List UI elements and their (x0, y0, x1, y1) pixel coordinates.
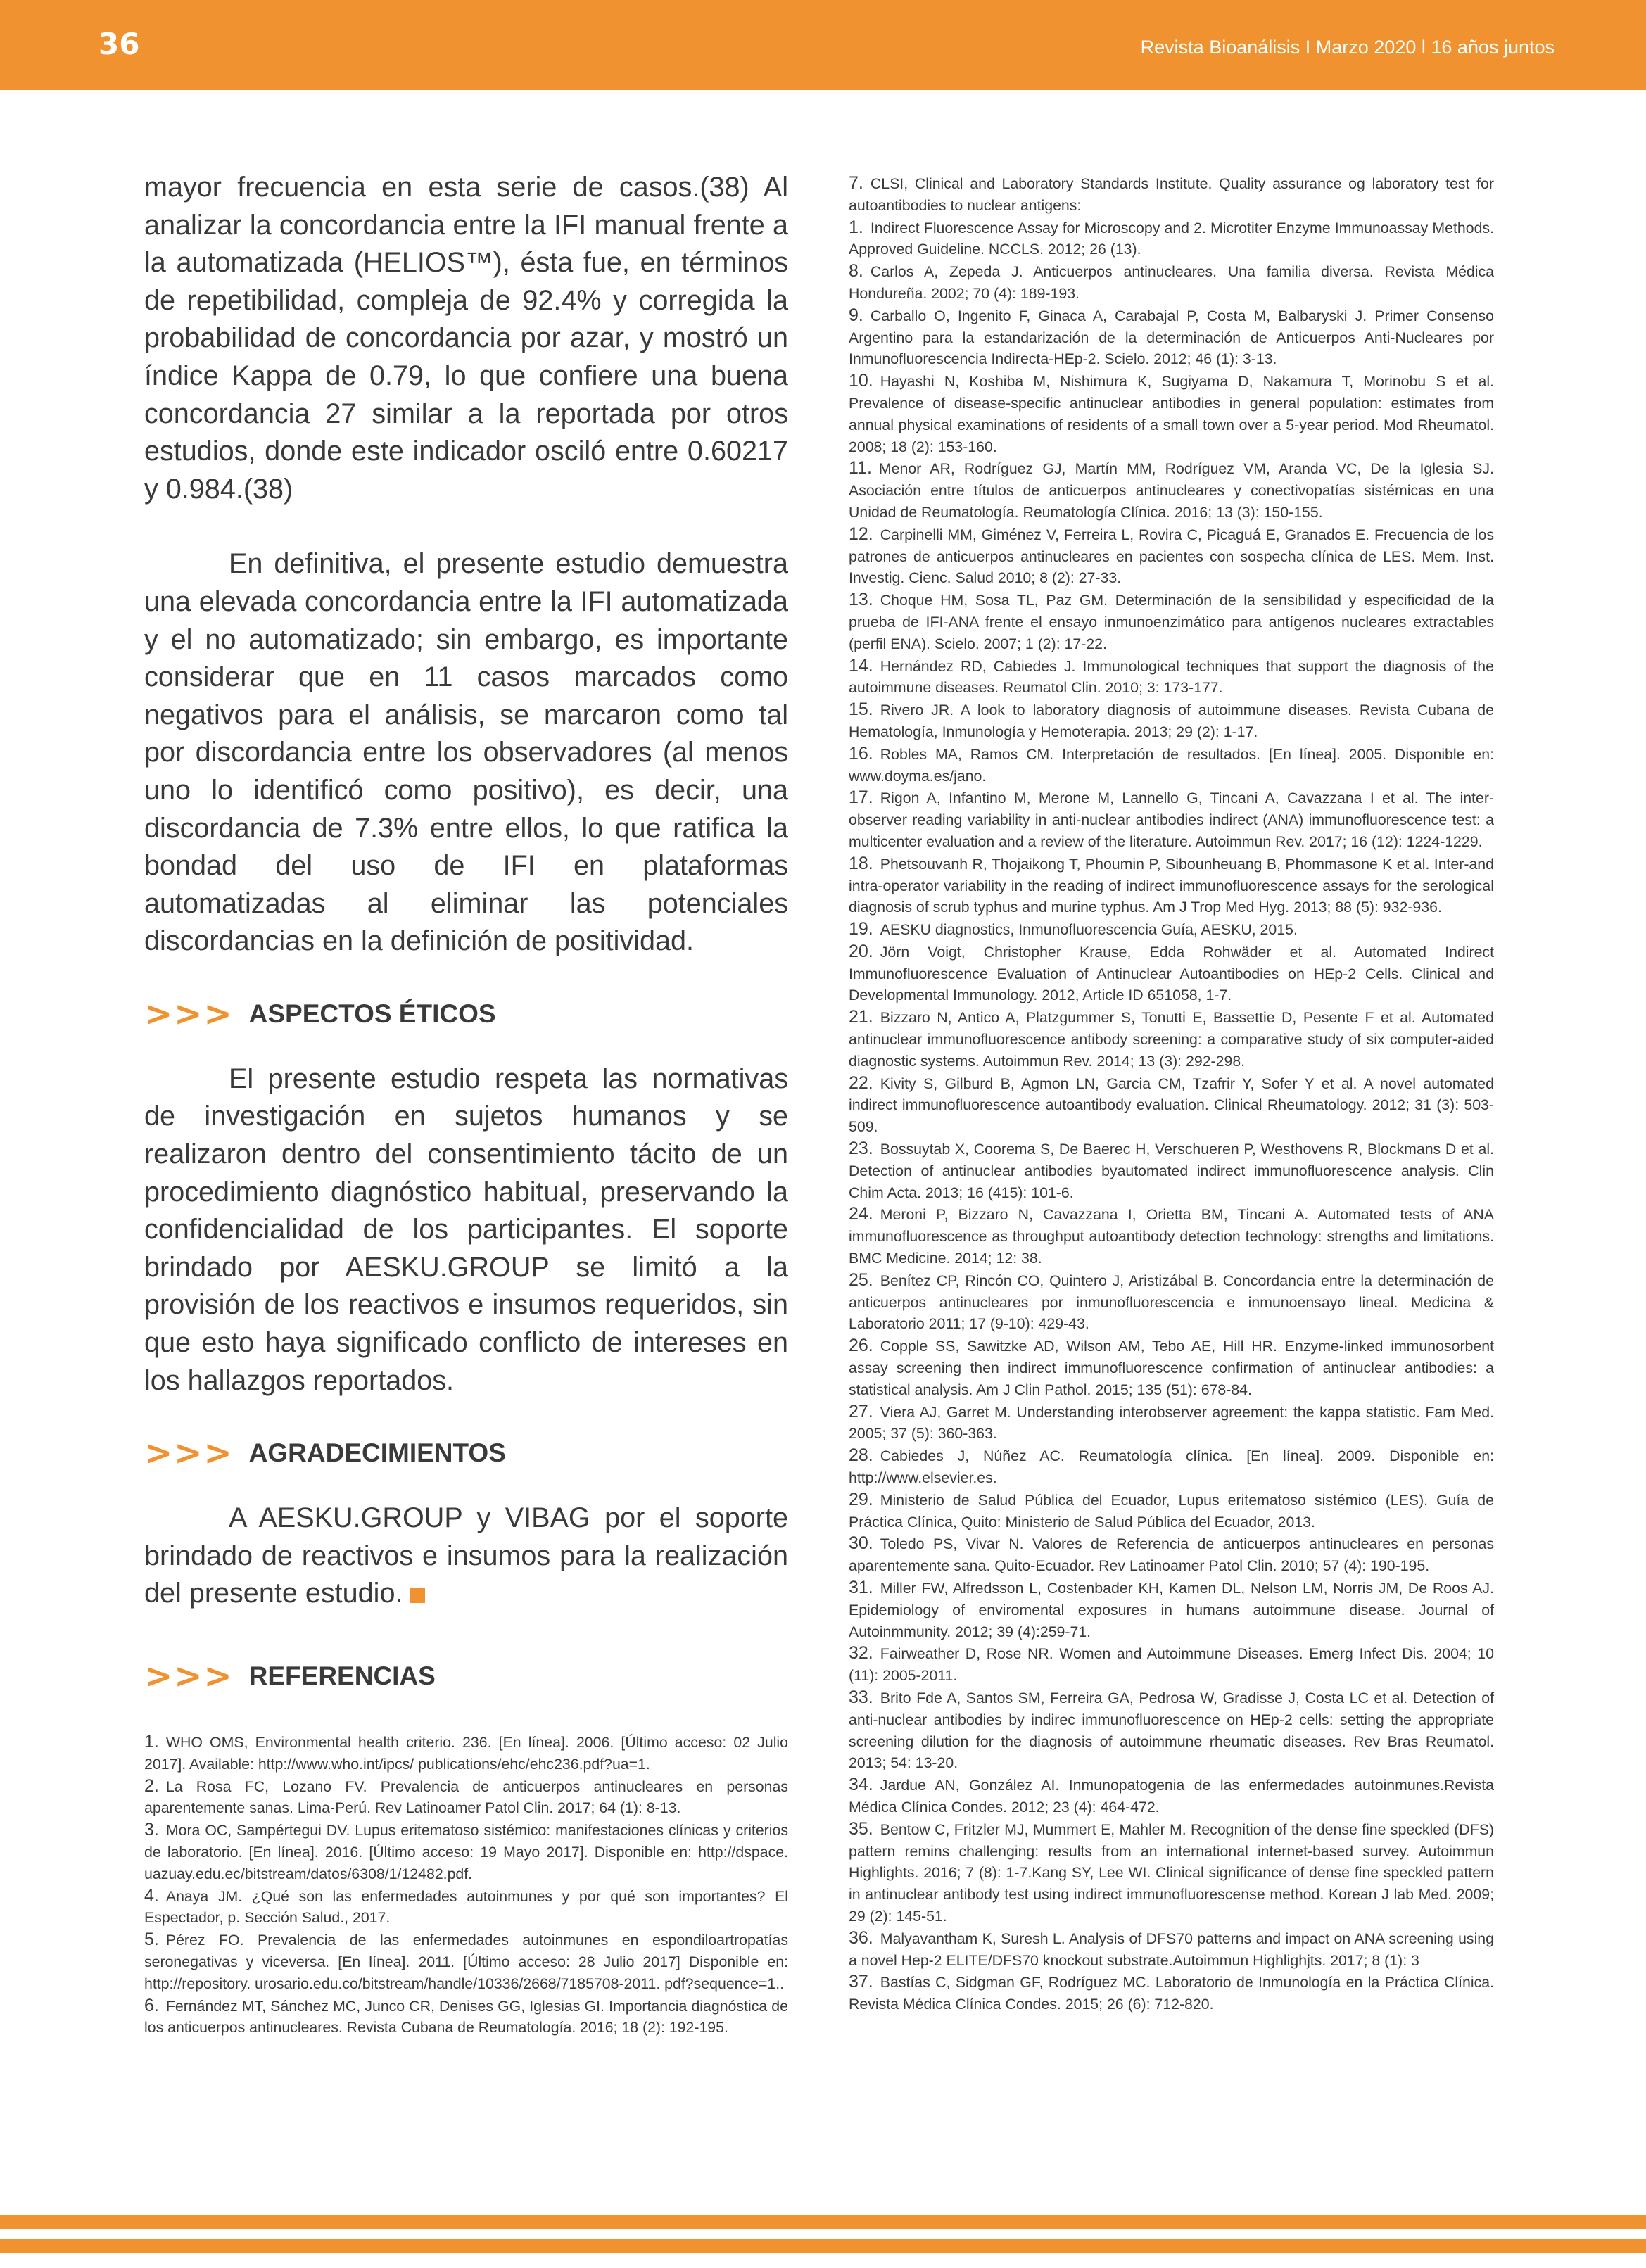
chevron-right-icon: >>> (144, 1656, 234, 1696)
reference-item (849, 1203, 1494, 1269)
reference-number: 18. (849, 853, 873, 873)
reference-item (849, 1577, 1494, 1642)
reference-text: Hernández RD, Cabiedes J. Immunological techniques that support the diagnosis of the autoimmune diseases. Reumatol Clin. 2010; 3: 173-177. (849, 657, 1494, 697)
reference-text: Meroni P, Bizzaro N, Cavazzana I, Orietta BM, Tincani A. Automated tests of ANA immunofluorescence as throughput autoantibody detection technology: strengths and limitations. BMC Medicine. 2014; 12: 38. (849, 1206, 1494, 1267)
reference-number: 6. (144, 1995, 159, 2015)
section-heading-ethics (144, 993, 788, 1035)
reference-text: WHO OMS, Environmental health criterio. 236. [En línea]. 2006. [Último acceso: 02 Julio 2017]. Available: http://www.who.int/ipcs/ publications/ehc/ehc236.pdf?ua=1. (144, 1734, 788, 1773)
reference-text: Ministerio de Salud Pública del Ecuador, Lupus eritematoso sistémico (LES). Guía de Práctica Clínica, Quito: Ministerio de Salud Pública del Ecuador, 2013. (849, 1491, 1494, 1531)
reference-text: Viera AJ, Garret M. Understanding interobserver agreement: the kappa statistic. Fam Med. 2005; 37 (5): 360-363. (849, 1403, 1494, 1443)
reference-number: 7. (849, 173, 863, 193)
reference-text: Robles MA, Ramos CM. Interpretación de resultados. [En línea]. 2005. Disponible en: www.doyma.es/jano. (849, 745, 1494, 785)
reference-item (849, 699, 1494, 743)
reference-text: Bastías C, Sidgman GF, Rodríguez MC. Laboratorio de Inmunología en la Práctica Clínica. Revista Médica Clínica Condes. 2015; 26 (6): 712-820. (849, 1974, 1494, 2013)
paragraph-kappa: mayor frecuencia en esta serie de casos.(38) Al analizar la concordancia entre la IFI manual frente a la automatizada (HELIOS™), ésta fue, en términos de repetibilidad, compleja de 92.4% y corregida la probabilidad de concordancia por azar, y mostró un índice Kappa de 0.79, lo que confiere una buena concordancia 27 similar a la reportada por otros estudios, donde este indicador osciló entre 0.60217 y 0.984.(38) (144, 172, 788, 505)
reference-item (849, 1335, 1494, 1400)
reference-number: 28. (849, 1445, 873, 1466)
reference-text: CLSI, Clinical and Laboratory Standards Institute. Quality assurance og laboratory test for autoantibodies to nuclear antigens: (849, 175, 1494, 214)
section-title-ethics: ASPECTOS ÉTICOS (248, 999, 496, 1028)
reference-item (849, 1642, 1494, 1687)
left-column (144, 169, 788, 2039)
reference-text: Carlos A, Zepeda J. Anticuerpos antinucleares. Una familia diversa. Revista Médica Hondureña. 2002; 70 (4): 189-193. (849, 263, 1494, 302)
reference-item (144, 1775, 788, 1820)
reference-item (849, 1138, 1494, 1203)
reference-item (849, 260, 1494, 305)
reference-number: 14. (849, 655, 873, 676)
reference-item (849, 1533, 1494, 1577)
right-column (849, 172, 1494, 2015)
reference-text: Carballo O, Ingenito F, Ginaca A, Carabajal P, Costa M, Balbaryski J. Primer Consenso Argentino para la estandarización de la determinación de Anticuerpos Anti-Nucleares por Inmunofluorescencia Indirecta-HEp-2. Scielo. 2012; 46 (1): 3-13. (849, 307, 1494, 368)
reference-text: Toledo PS, Vivar N. Valores de Referencia de anticuerpos antinucleares en personas aparentemente sana. Quito-Ecuador. Rev Latinoamer Patol Clin. 2010; 57 (4): 190-195. (849, 1535, 1494, 1575)
reference-item (849, 1445, 1494, 1489)
reference-item (849, 941, 1494, 1006)
reference-number: 25. (849, 1269, 873, 1290)
reference-text: Jardue AN, González AI. Inmunopatogenia de las enfermedades autoinmunes.Revista Médica Clínica Condes. 2012; 23 (4): 464-472. (849, 1777, 1494, 1816)
reference-number: 24. (849, 1204, 873, 1224)
reference-number: 16. (849, 743, 873, 764)
reference-text: Rivero JR. A look to laboratory diagnosis of autoimmune diseases. Revista Cubana de Hematología, Inmunología y Hemoterapia. 2013; 29 (2): 1-17. (849, 702, 1494, 740)
reference-item (849, 524, 1494, 589)
reference-text: Benítez CP, Rincón CO, Quintero J, Aristizábal B. Concordancia entre la determinación de anticuerpos antinucleares por inmunofluorescencia e inmunoensayo lineal. Medicina & Laboratorio 2011; 17 (9-10): 429-43. (849, 1272, 1494, 1333)
reference-text: Mora OC, Sampértegui DV. Lupus eritematoso sistémico: manifestaciones clínicas y criterios de laboratorio. [En línea]. 2016. [Último acceso: 19 Mayo 2017]. Disponible en: http://dspace. uazuay.edu.ec/bitstream/datos/6308/1/12482.pdf. (144, 1822, 788, 1882)
reference-item (144, 1885, 788, 1930)
footer-rule-bottom (0, 2239, 1646, 2253)
reference-number: 15. (849, 699, 873, 720)
reference-item (849, 305, 1494, 370)
reference-text: Brito Fde A, Santos SM, Ferreira GA, Pedrosa W, Gradisse J, Costa LC et al. Detection of anti-nuclear antibodies by indirec immunofluorescence on HEp-2 cells: setting the appropriate screening dilution for the diagnosis of autoimmune rheumatic diseases. Rev Bras Reumatol. 2013; 54: 13-20. (849, 1689, 1494, 1772)
reference-number: 35. (849, 1818, 873, 1839)
reference-number: 5. (144, 1930, 159, 1950)
footer-rule-top (0, 2215, 1646, 2229)
reference-text: Hayashi N, Koshiba M, Nishimura K, Sugiyama D, Nakamura T, Morinobu S et al. Prevalence of disease-specific antinuclear antibodies in general population: estimates from annual physical examinations of residents of a small town over a 5-year period. Mod Rheumatol. 2008; 18 (2): 153-160. (849, 373, 1494, 455)
reference-number: 22. (849, 1072, 873, 1093)
reference-number: 2. (144, 1775, 159, 1796)
reference-number: 30. (849, 1533, 873, 1554)
reference-item (849, 1269, 1494, 1335)
reference-item (849, 1971, 1494, 2015)
reference-item (849, 1774, 1494, 1818)
chevron-right-icon: >>> (144, 994, 234, 1034)
reference-item (849, 370, 1494, 457)
section-title-references: REFERENCIAS (248, 1661, 436, 1690)
reference-item (849, 1072, 1494, 1138)
reference-text: Bizzaro N, Antico A, Platzgummer S, Tonutti E, Bassettie D, Pesente F et al. Automated antinuclear immunofluorescence antibody screening: a comparative study of six computer-aided diagnostic systems. Autoimmun Rev. 2014; 13 (3): 292-298. (849, 1009, 1494, 1070)
reference-item (849, 743, 1494, 787)
reference-number: 32. (849, 1643, 873, 1664)
reference-text: Bentow C, Fritzler MJ, Mummert E, Mahler M. Recognition of the dense fine speckled (DFS) pattern remins challenging: results from an international internet-based survey. Autoimmun Highlights. 2016; 7 (8): 1-7.Kang SY, Lee WI. Clinical significance of dense fine speckled pattern in antinuclear antibody test using indirect immunofluorescense method. Korean J lab Med. 2009; 29 (2): 145-51. (849, 1820, 1494, 1925)
reference-number: 3. (144, 1820, 159, 1840)
reference-item (849, 457, 1494, 523)
reference-text: Carpinelli MM, Giménez V, Ferreira L, Rovira C, Picaguá E, Granados E. Frecuencia de los patrones de anticuerpos antinucleares en pacientes con sospecha clínica de LES. Mem. Inst. Investig. Cienc. Salud 2010; 8 (2): 27-33. (849, 526, 1494, 587)
reference-number: 33. (849, 1687, 873, 1707)
reference-text: Miller FW, Alfredsson L, Costenbader KH, Kamen DL, Nelson LM, Norris JM, De Roos AJ. Epidemiology of enviromental exposures in humans autoimmune disease. Journal of Autoinmmunity. 2012; 39 (4):259-71. (849, 1580, 1494, 1640)
reference-text: Jörn Voigt, Christopher Krause, Edda Rohwäder et al. Automated Indirect Immunofluorescence Evaluation of Antinuclear Autoantibodies on HEp-2 Cells. Clinical and Developmental Immunology. 2012, Article ID 651058, 1-7. (849, 943, 1494, 1004)
reference-number: 29. (849, 1489, 873, 1509)
header-bar (0, 0, 1646, 90)
page-number: 36 (99, 27, 140, 61)
reference-text: La Rosa FC, Lozano FV. Prevalencia de anticuerpos antinucleares en personas aparentemente sanas. Lima-Perú. Rev Latinoamer Patol Clin. 2017; 64 (1): 8-13. (144, 1778, 788, 1817)
reference-text: Copple SS, Sawitzke AD, Wilson AM, Tebo AE, Hill HR. Enzyme-linked immunosorbent assay screening then indirect immunofluorescence confirmation of antinuclear antibodies: a statistical analysis. Am J Clin Pathol. 2015; 135 (51): 678-84. (849, 1338, 1494, 1398)
reference-item (849, 655, 1494, 699)
running-head: Revista Bioanálisis I Marzo 2020 l 16 años juntos (1140, 37, 1555, 58)
reference-number: 26. (849, 1336, 873, 1356)
reference-item (849, 787, 1494, 852)
reference-item (849, 1927, 1494, 1972)
reference-number: 20. (849, 941, 873, 961)
section-title-acknowledgements: AGRADECIMIENTOS (248, 1438, 506, 1468)
reference-text: Fairweather D, Rose NR. Women and Autoimmune Diseases. Emerg Infect Dis. 2004; 10 (11): 2005-2011. (849, 1645, 1494, 1685)
reference-item (849, 918, 1494, 941)
reference-item (849, 1687, 1494, 1774)
reference-item (849, 1006, 1494, 1072)
reference-text: Rigon A, Infantino M, Merone M, Lannello G, Tincani A, Cavazzana I et al. The inter-observer reading variability in anti-nuclear antibodies indirect (ANA) immunofluorescence test: a multicenter evaluation and a review of the literature. Autoimmun Rev. 2017; 16 (12): 1224-1229. (849, 790, 1494, 850)
paragraph-conclusion: En definitiva, el presente estudio demuestra una elevada concordancia entre la IFI automatizada y el no automatizado; sin embargo, es importante considerar que en 11 casos marcados como negativos para el análisis, se marcaron como tal por discordancia entre los observadores (al menos uno lo identificó como positivo), es decir, una discordancia de 7.3% entre ellos, lo que ratifica la bondad del uso de IFI en plataformas automatizadas al eliminar las potenciales discordancias en la definición de positividad. (144, 548, 788, 957)
reference-number: 10. (849, 371, 873, 391)
reference-number: 17. (849, 787, 873, 808)
reference-number: 11. (849, 458, 872, 479)
reference-number: 37. (849, 1972, 873, 1992)
reference-number: 4. (144, 1885, 159, 1906)
reference-number: 1. (849, 217, 863, 237)
section-heading-references (144, 1655, 788, 1697)
reference-text: Menor AR, Rodríguez GJ, Martín MM, Rodríguez VM, Aranda VC, De la Iglesia SJ. Asociación entre títulos de anticuerpos antinucleares y conectivopatías sistémicas en una Unidad de Reumatología. Reumatología Clínica. 2016; 13 (3): 150-155. (849, 460, 1494, 521)
reference-number: 12. (849, 524, 873, 544)
reference-number: 9. (849, 305, 863, 325)
reference-item (849, 853, 1494, 918)
reference-text: Choque HM, Sosa TL, Paz GM. Determinación de la sensibilidad y especificidad de la prueba de IFI-ANA frente el ensayo inmunoenzimático para antígenos nucleares extractables (perfil ENA). Scielo. 2007; 1 (2): 17-22. (849, 592, 1494, 652)
reference-item (849, 1401, 1494, 1445)
reference-number: 13. (849, 590, 873, 610)
chevron-right-icon: >>> (144, 1433, 234, 1474)
reference-text: Fernández MT, Sánchez MC, Junco CR, Denises GG, Iglesias GI. Importancia diagnóstica de los anticuerpos antinucleares. Revista Cubana de Reumatología. 2016; 18 (2): 192-195. (144, 1997, 788, 2036)
end-of-article-square-icon (410, 1588, 425, 1603)
reference-item (144, 1819, 788, 1884)
reference-text: Anaya JM. ¿Qué son las enfermedades autoinmunes y por qué son importantes? El Espectador, p. Sección Salud., 2017. (144, 1887, 788, 1927)
reference-number: 27. (849, 1401, 873, 1421)
reference-list-right (849, 172, 1494, 2015)
reference-text: Pérez FO. Prevalencia de las enfermedades autoinmunes en espondiloartropatías seronegativas y viceversa. [En línea]. 2011. [Último acceso: 28 Julio 2017] Disponible en: http://repository. urosario.edu.co/bitstream/handle/10336/2668/7185708-2011. pdf?sequence=1.. (144, 1932, 788, 1992)
reference-item (144, 1731, 788, 1775)
reference-number: 31. (849, 1578, 873, 1597)
paragraph-ethics: El presente estudio respeta las normativas de investigación en sujetos humanos y se realizaron dentro del consentimiento tácito de un procedimiento diagnóstico habitual, preservando la confidencialidad de los participantes. El soporte brindado por AESKU.GROUP se limitó a la provisión de los reactivos e insumos requeridos, sin que esto haya significado conflicto de intereses en los hallazgos reportados. (144, 1063, 788, 1396)
reference-list-left (144, 1731, 788, 2039)
reference-text: Kivity S, Gilburd B, Agmon LN, Garcia CM, Tzafrir Y, Sofer Y et al. A novel automated indirect immunofluorescence autoantibody evaluation. Clinical Rheumatology. 2012; 31 (3): 503-509. (849, 1075, 1494, 1136)
reference-number: 23. (849, 1139, 873, 1159)
reference-item (849, 172, 1494, 217)
reference-item (144, 1929, 788, 1994)
reference-text: AESKU diagnostics, Inmunofluorescencia Guía, AESKU, 2015. (880, 921, 1298, 939)
reference-number: 36. (849, 1927, 873, 1948)
reference-text: Bossuytab X, Coorema S, De Baerec H, Verschueren P, Westhovens R, Blockmans D et al. Detection of antinuclear antibodies byautomated indirect immunofluorescence analysis. Clin Chim Acta. 2013; 16 (415): 101-6. (849, 1141, 1494, 1201)
reference-number: 8. (849, 261, 863, 281)
section-heading-acknowledgements (144, 1432, 788, 1474)
reference-item (849, 589, 1494, 654)
reference-text: Cabiedes J, Núñez AC. Reumatología clínica. [En línea]. 2009. Disponible en: http://www.elsevier.es. (849, 1447, 1494, 1487)
reference-text: Indirect Fluorescence Assay for Microscopy and 2. Microtiter Enzyme Immunoassay Methods. Approved Guideline. NCCLS. 2012; 26 (13). (849, 219, 1494, 258)
reference-item (849, 217, 1494, 261)
reference-number: 1. (144, 1732, 159, 1751)
acknowledgements-text: A AESKU.GROUP y VIBAG por el soporte brindado de reactivos e insumos para la realización del presente estudio. (144, 1502, 788, 1609)
reference-item (849, 1489, 1494, 1533)
reference-number: 34. (849, 1775, 873, 1795)
reference-number: 21. (849, 1007, 873, 1027)
reference-item (144, 1995, 788, 2039)
reference-text: Phetsouvanh R, Thojaikong T, Phoumin P, Sibounheuang B, Phommasone K et al. Inter-and intra-operator variability in the reading of indirect immunofluorescence assays for the serological diagnosis of scrub typhus and murine typhus. Am J Trop Med Hyg. 2013; 88 (5): 932-936. (849, 855, 1494, 916)
reference-number: 19. (849, 919, 873, 939)
reference-text: Malyavantham K, Suresh L. Analysis of DFS70 patterns and impact on ANA screening using a novel Hep-2 ELITE/DFS70 knockout substrate.Autoimmun Highlighjts. 2017; 8 (1): 3 (849, 1930, 1494, 1969)
paragraph-acknowledgements (144, 1500, 788, 1613)
reference-item (849, 1818, 1494, 1927)
